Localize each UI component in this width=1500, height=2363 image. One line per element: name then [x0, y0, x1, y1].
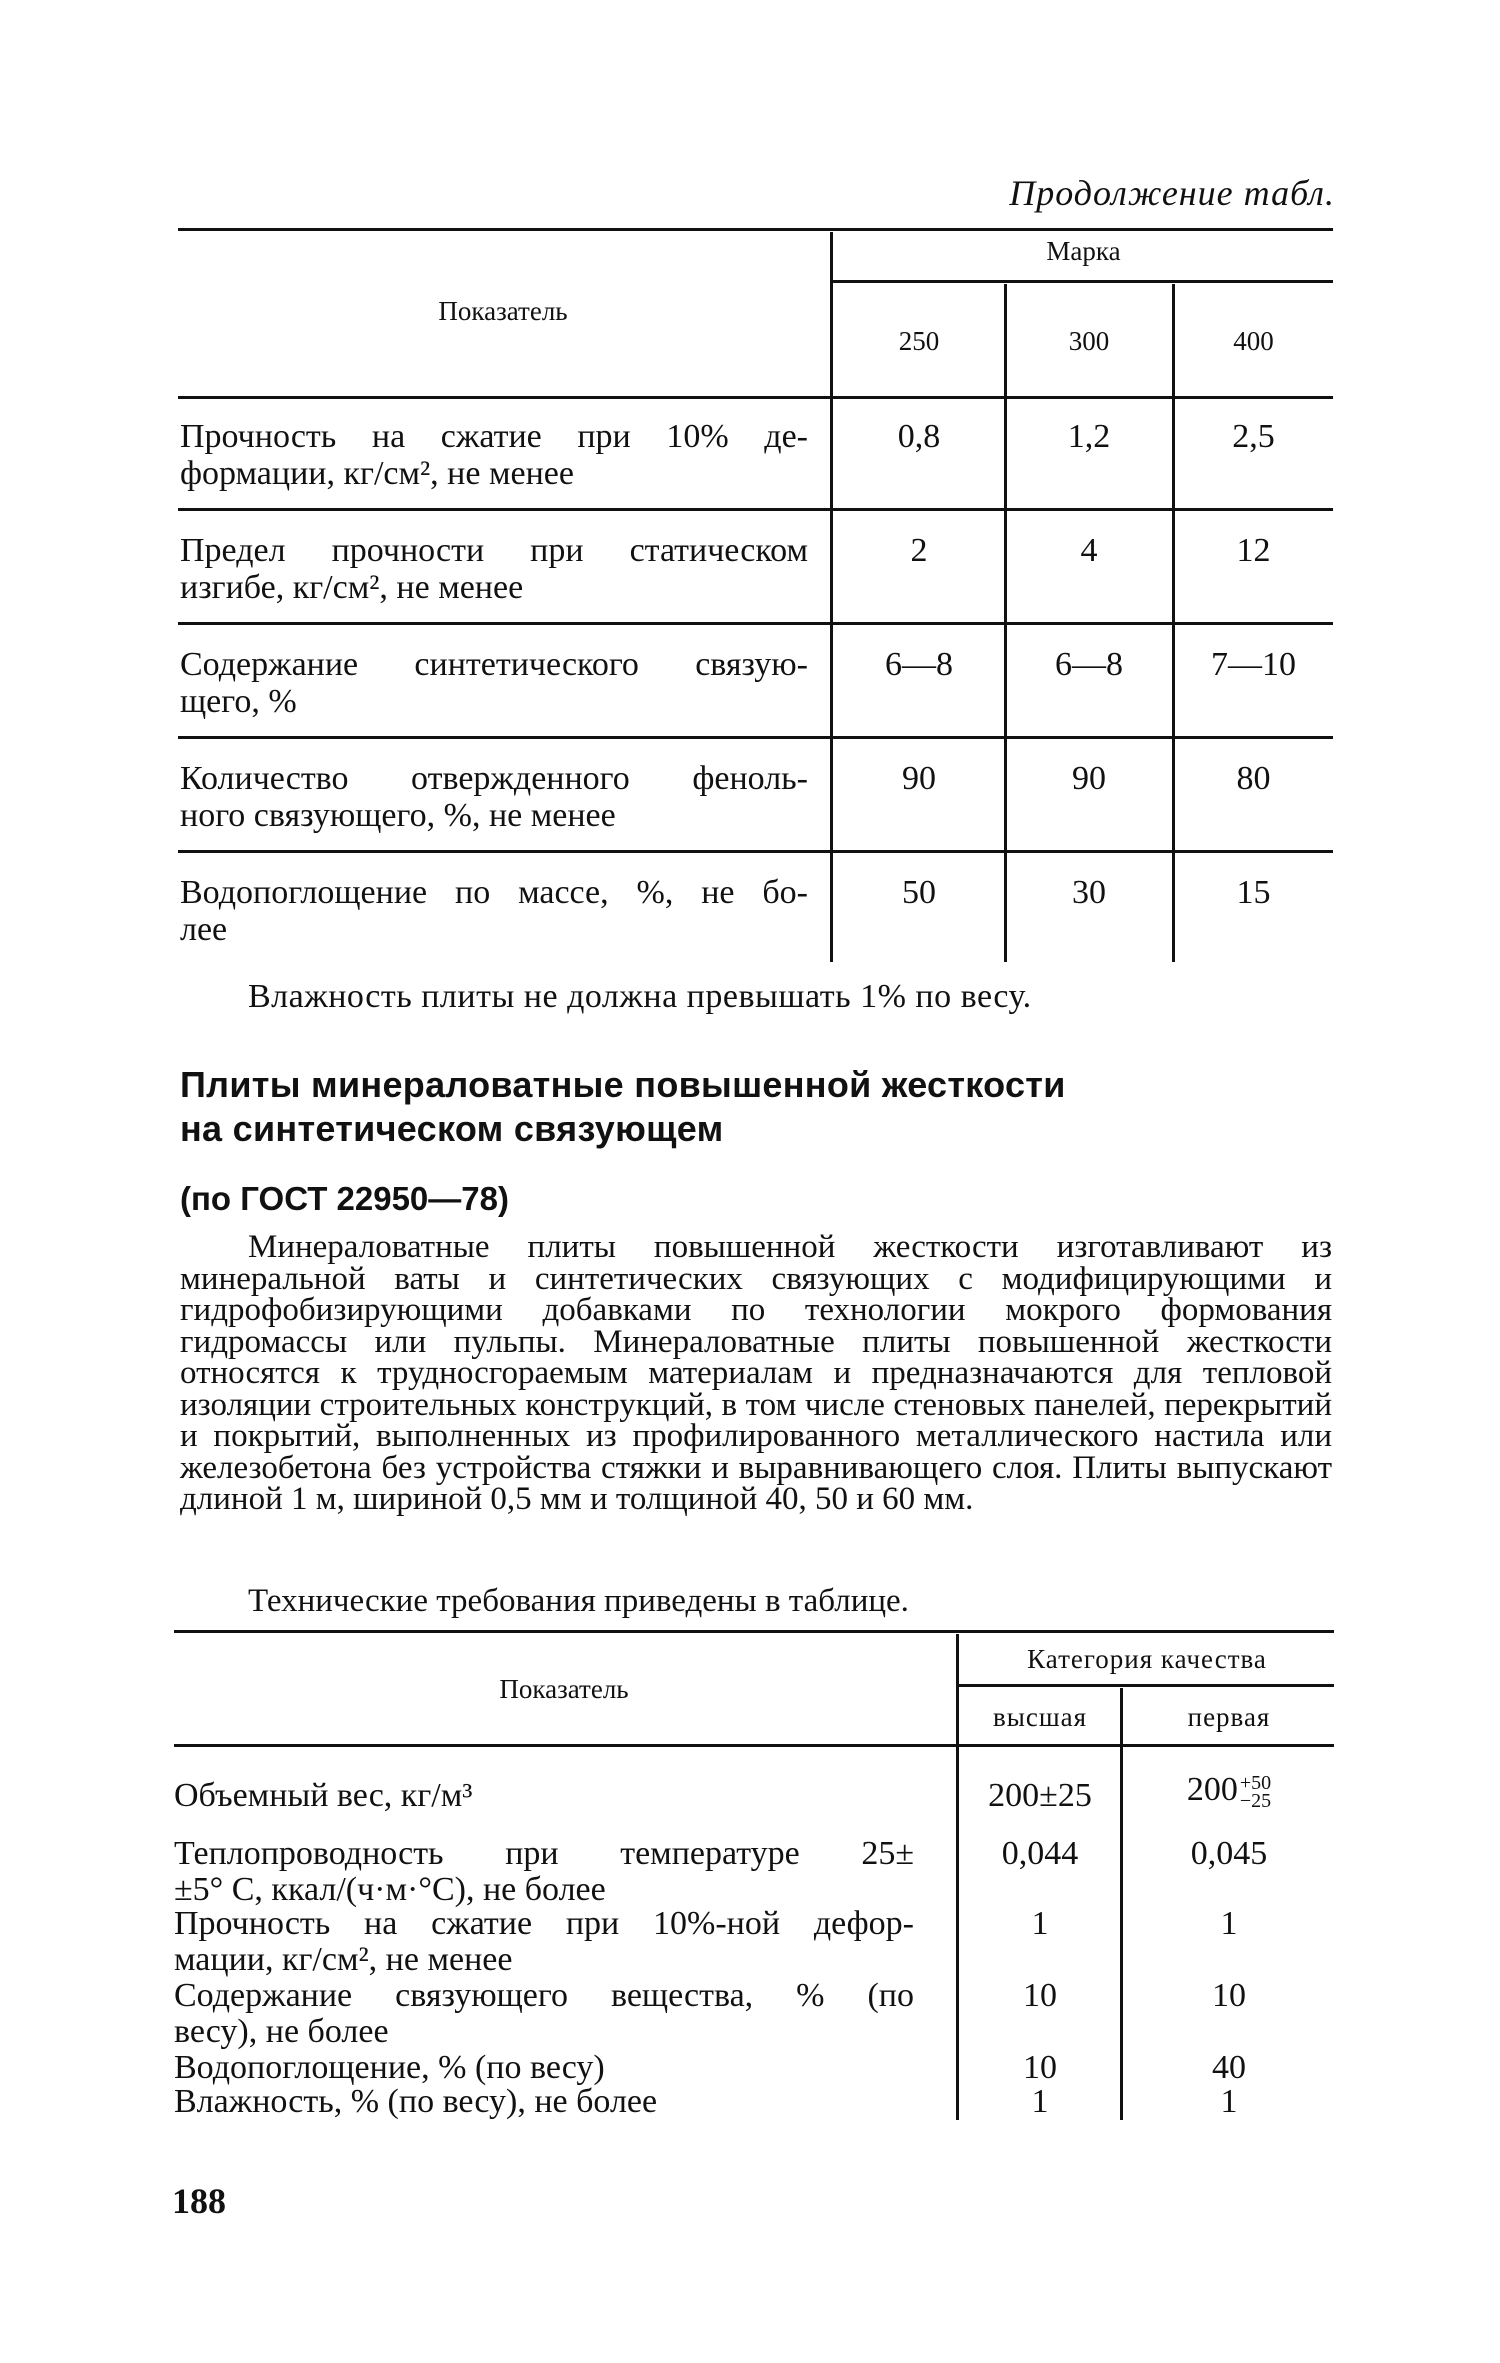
- table-continuation-label: Продолжение табл.: [1009, 173, 1335, 213]
- table-1-value: 2: [910, 532, 928, 569]
- table-2-header-rule: [174, 1744, 1334, 1747]
- table-1-row-rule: [178, 508, 1333, 511]
- table-1-value: 4: [1080, 532, 1098, 569]
- table-1-value: 12: [1236, 532, 1271, 569]
- table-1-top-rule: [178, 228, 1333, 231]
- tolerance: [1239, 1772, 1272, 1813]
- table-2-category-rule: [958, 1684, 1334, 1687]
- section-title-line: на синтетическом связующем: [180, 1108, 724, 1149]
- table-2-category-highest: высшая: [992, 1702, 1088, 1732]
- table-1-value: 2,5: [1232, 418, 1275, 455]
- table-2-value: 10: [1023, 1977, 1057, 2014]
- table-1-value: 7—10: [1211, 646, 1296, 683]
- table-2-row-label: [174, 1906, 914, 1978]
- table-1-value: 80: [1236, 760, 1271, 797]
- table-2-column-rule: [1120, 1688, 1123, 2120]
- gost-reference: (по ГОСТ 22950—78): [180, 1180, 509, 1217]
- table-2-value: 1: [1031, 1905, 1049, 1942]
- table-2-row-label: [174, 1836, 914, 1908]
- table-1-row-label-line: лее: [180, 911, 228, 948]
- table-2-header-group: Категория качества: [1027, 1644, 1267, 1674]
- table-1-header-group: Марка: [1046, 236, 1121, 266]
- table-2-value: 1: [1220, 1905, 1238, 1942]
- table-1-row-label: [180, 760, 808, 834]
- table-2-value: 200±25: [988, 1777, 1092, 1814]
- table-1-row-label-line: Прочность на сжатие при 10% де-: [180, 418, 808, 455]
- table-1-grade-300: 300: [1068, 326, 1110, 356]
- table-2-row-label: Объемный вес, кг/м³: [174, 1777, 473, 1814]
- table-1-row-label-line: щего, %: [180, 683, 297, 720]
- table-2-row-label: Влажность, % (по весу), не более: [174, 2083, 658, 2120]
- table-1-grade-400: 400: [1233, 326, 1274, 356]
- table-2-value: 0,045: [1190, 1835, 1268, 1872]
- table-2-row-label-line: Прочность на сжатие при 10%-ной дефор-: [174, 1905, 914, 1942]
- table-2-value: 1: [1031, 2083, 1049, 2120]
- table-2-row-label-line: мации, кг/см², не менее: [174, 1941, 513, 1978]
- table-2-category-first: первая: [1187, 1702, 1271, 1732]
- table-1-row-label-line: Содержание синтетического связую-: [180, 646, 808, 683]
- table-1-value: 1,2: [1067, 418, 1111, 455]
- table-1-row-label-line: ного связующего, %, не менее: [180, 797, 616, 834]
- tolerance-lower: −25: [1239, 1790, 1272, 1813]
- table-1-column-rule: [830, 232, 833, 962]
- table-1-grade-250: 250: [898, 326, 940, 356]
- table-2-row-label-line: весу), не более: [174, 2013, 389, 2050]
- section-title-line: Плиты минераловатные повышенной жесткости: [180, 1064, 1066, 1105]
- table-2-value: 200: [1186, 1771, 1238, 1808]
- table-1-value: 6—8: [885, 646, 953, 683]
- table-1-row-rule: [178, 622, 1333, 625]
- table-1-header-rule: [178, 396, 1333, 399]
- table-2-row-label-line: Теплопроводность при температуре 25±: [174, 1835, 914, 1872]
- body-paragraph-table-intro: Технические требования приведены в таблице.: [248, 1583, 909, 1619]
- table-2-row-label-line: ±5° С, ккал/(ч·м·°С), не более: [174, 1871, 606, 1908]
- table-2-value: 10: [1023, 2049, 1057, 2086]
- table-1-value: 0,8: [897, 418, 941, 455]
- table-1-value: 15: [1236, 874, 1271, 911]
- table-1-value: 90: [1072, 760, 1106, 797]
- table-2-row-label: Водопоглощение, % (по весу): [174, 2049, 605, 2086]
- section-title: [180, 1063, 1066, 1151]
- table-1-header-indicator: Показатель: [438, 296, 568, 326]
- body-paragraph: Минераловатные плиты повышенной жесткости изготавливают из минеральной ваты и синтетических связующих с модифицирующими и гидрофобизирующими добавками по технологии мокрого формования гидромассы или пульпы. Минераловатные плиты повышенной жесткости относятся к трудносгораемым материалам и предназначаются для тепловой изоляции строительных конструкций, в том числе стеновых панелей, перекрытий и покрытий, выполненных из профилированного металлического настила или железобетона без устройства стяжки и выравнивающего слоя. Плиты выпускают длиной 1 м, шириной 0,5 мм и толщиной 40, 50 и 60 мм.: [180, 1229, 1332, 1517]
- table-1-row-label-line: изгибе, кг/см², не менее: [180, 569, 524, 606]
- table-1-row-rule: [178, 736, 1333, 739]
- table-2-value: 10: [1212, 1977, 1246, 2014]
- table-1-column-rule: [1004, 284, 1007, 962]
- tolerance-upper: +50: [1239, 1772, 1272, 1795]
- table-2-value-with-tolerance: [1124, 1771, 1334, 1813]
- table-1-value: 6—8: [1055, 646, 1123, 683]
- table-1-row-label: [180, 532, 808, 606]
- table-2-value: 0,044: [1001, 1835, 1079, 1872]
- table-1-row-rule: [178, 850, 1333, 853]
- table-2-row-label: [174, 1978, 914, 2050]
- table-2-value: 40: [1212, 2049, 1246, 2086]
- table-1-row-label-line: Количество отвержденного феноль-: [180, 760, 808, 797]
- table-1-row-label: [180, 646, 808, 720]
- table-1-value: 30: [1072, 874, 1106, 911]
- table-2-column-rule: [956, 1634, 959, 2120]
- humidity-note: Влажность плиты не должна превышать 1% по весу.: [248, 978, 1032, 1015]
- table-1-value: 50: [902, 874, 936, 911]
- table-2-top-rule: [174, 1630, 1334, 1633]
- table-1-row-label: [180, 418, 808, 492]
- table-1-grade-rule: [832, 280, 1333, 283]
- table-2-row-label-line: Содержание связующего вещества, % (по: [174, 1977, 914, 2014]
- table-1-row-label-line: Водопоглощение по массе, %, не бо-: [180, 874, 808, 911]
- table-2-value: 1: [1220, 2083, 1238, 2120]
- table-1-value: 90: [902, 760, 936, 797]
- table-1-column-rule: [1172, 284, 1175, 962]
- page-number: 188: [172, 2181, 226, 2221]
- table-1-row-label-line: Предел прочности при статическом: [180, 532, 808, 569]
- table-1-row-label-line: формации, кг/см², не менее: [180, 455, 574, 492]
- table-2-header-indicator: Показатель: [499, 1674, 629, 1704]
- table-1-row-label: [180, 874, 808, 948]
